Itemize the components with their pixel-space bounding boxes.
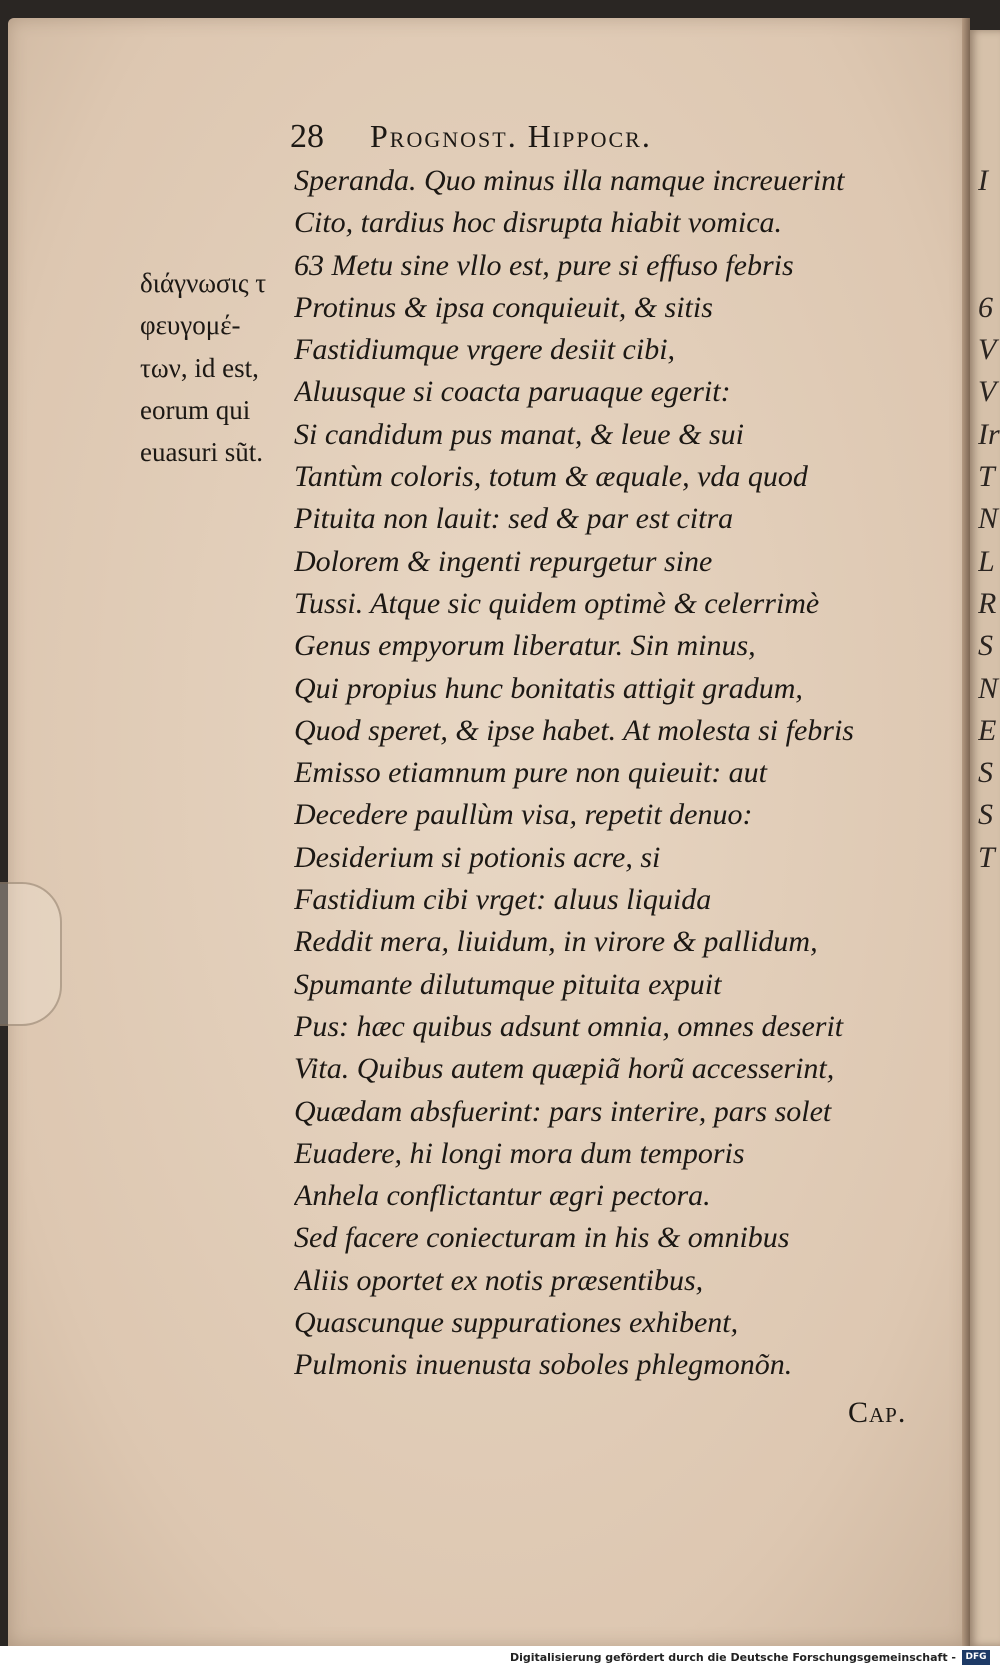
text-line: Spumante dilutumque pituita expuit: [294, 967, 722, 1001]
running-head: Prognost. Hippocr.: [370, 118, 652, 154]
catchword: Cap.: [848, 1396, 907, 1429]
facing-page-letter: Ir: [978, 417, 1000, 451]
text-line: Pituita non lauit: sed & par est citra: [294, 502, 734, 536]
text-line: Desiderium si potionis acre, si: [294, 840, 661, 874]
facing-page-letter: S: [978, 629, 993, 663]
facing-page-letter: [978, 202, 1000, 244]
facing-page-letter: T: [978, 460, 995, 494]
text-line: Qui propius hunc bonitatis attigit gradum,: [294, 671, 803, 705]
facing-page-letter: L: [978, 544, 995, 578]
facing-page-letter: S: [978, 798, 993, 832]
page-header: [290, 118, 890, 156]
main-text: [294, 160, 954, 1387]
text-line: Speranda. Quo minus illa namque increuerint: [294, 164, 845, 197]
text-line: Tantùm coloris, totum & æquale, vda quod: [294, 460, 808, 494]
text-line: Tussi. Atque sic quidem optimè & celerrimè: [294, 586, 820, 620]
text-line: Quædam absfuerint: pars interire, pars solet: [294, 1094, 832, 1128]
text-line: Aliis oportet ex notis præsentibus,: [294, 1263, 704, 1297]
facing-page-letter: [978, 245, 1000, 287]
text-line: Aluusque si coacta paruaque egerit:: [294, 375, 731, 409]
text-line: Sed facere coniecturam in his & omnibus: [294, 1221, 790, 1255]
text-line: Fastidium cibi vrget: aluus liquida: [294, 883, 712, 917]
marginal-note-line: eorum qui: [140, 394, 251, 425]
facing-page-letter: V: [978, 333, 997, 367]
text-line: Anhela conflictantur ægri pectora.: [294, 1179, 711, 1213]
text-line: Protinus & ipsa conquieuit, & sitis: [294, 290, 713, 324]
marginal-note-line: euasuri sũt.: [140, 437, 263, 468]
marginal-note: [140, 262, 288, 473]
facing-page-letter: R: [978, 586, 997, 620]
text-line: 63 Metu sine vllo est, pure si effuso febris: [294, 248, 794, 282]
clasp-shadow: [0, 882, 62, 1026]
text-line: Fastidiumque vrgere desiit cibi,: [294, 333, 676, 367]
facing-page-letter: I: [978, 164, 988, 197]
facing-page-letters: [978, 160, 1000, 879]
footer-credit: Digitalisierung gefördert durch die Deutsche Forschungsgemeinschaft -: [509, 1651, 956, 1664]
facing-page-letter: N: [978, 502, 999, 536]
text-line: Quascunque suppurationes exhibent,: [294, 1306, 739, 1340]
text-line: Vita. Quibus autem quæpiã horũ accesserint,: [294, 1052, 835, 1086]
text-line: Cito, tardius hoc disrupta hiabit vomica.: [294, 206, 783, 240]
text-line: Emisso etiamnum pure non quieuit: aut: [294, 756, 768, 790]
book-gutter: [962, 18, 970, 1646]
marginal-note-line: διάγνωσις τ: [140, 268, 267, 298]
facing-page-letter: S: [978, 756, 993, 790]
page-number: 28: [290, 118, 324, 155]
text-line: Decedere paullùm visa, repetit denuo:: [294, 798, 753, 832]
text-line: Genus empyorum liberatur. Sin minus,: [294, 629, 756, 663]
marginal-note-line: των, id est,: [140, 352, 259, 383]
facing-page-letter: N: [978, 671, 999, 705]
facing-page-letter: 6: [978, 290, 993, 324]
text-line: Pulmonis inuenusta soboles phlegmonõn.: [294, 1348, 793, 1382]
facing-page-letter: E: [978, 713, 997, 747]
text-line: Dolorem & ingenti repurgetur sine: [294, 544, 713, 578]
text-line: Pus: hæc quibus adsunt omnia, omnes deserit: [294, 1009, 844, 1043]
marginal-note-line: φευγομέ-: [140, 310, 241, 341]
text-line: Si candidum pus manat, & leue & sui: [294, 417, 744, 451]
facing-page-letter: T: [978, 840, 995, 874]
text-line: Euadere, hi longi mora dum temporis: [294, 1136, 745, 1170]
text-line: Quod speret, & ipse habet. At molesta si febris: [294, 713, 854, 747]
text-line: Reddit mera, liuidum, in virore & pallidum,: [294, 925, 818, 959]
dfg-logo: DFG: [962, 1650, 990, 1665]
facing-page-letter: V: [978, 375, 997, 409]
